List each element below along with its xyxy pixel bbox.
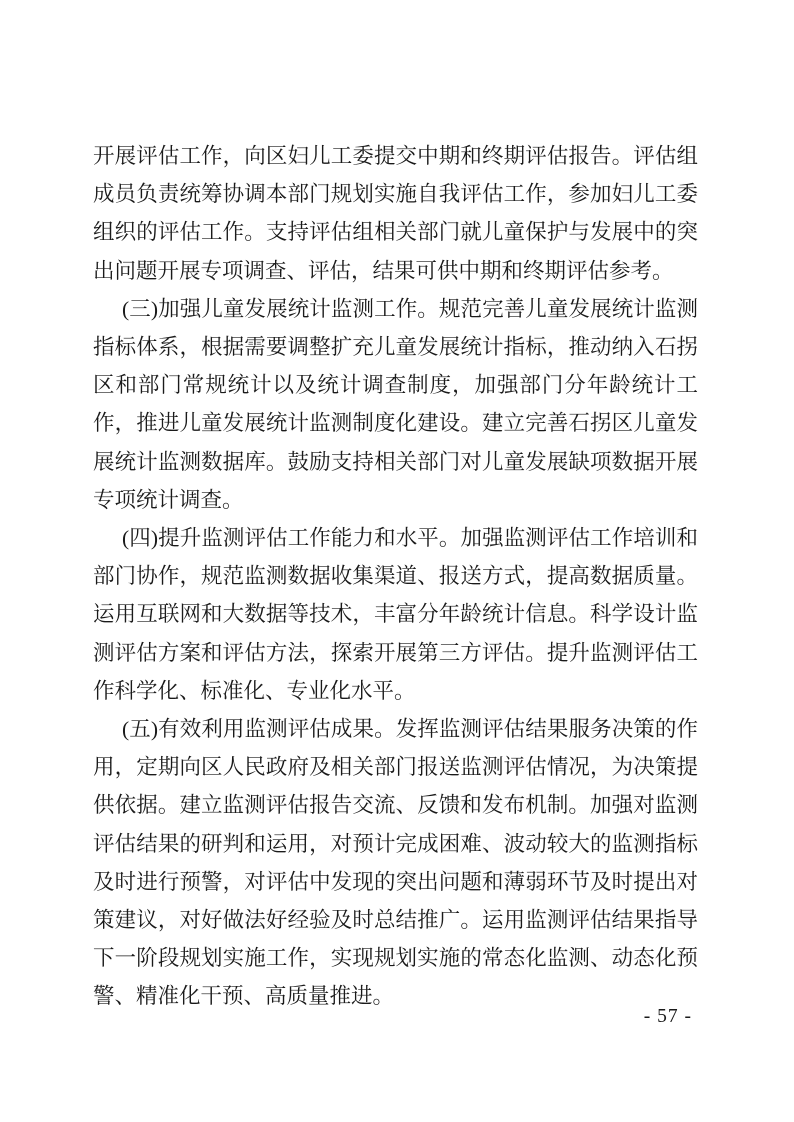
body-paragraph-section-3: (三)加强儿童发展统计监测工作。规范完善儿童发展统计监测指标体系，根据需要调整扩充儿童发展统计指标，推动纳入石拐区和部门常规统计以及统计调查制度，加强部门分年龄统计工作，推进儿童发展统计监测制度化建设。建立完善石拐区儿童发展统计监测数据库。鼓励支持相关部门对儿童发展缺项数据开展专项统计调查。: [93, 296, 698, 512]
page-number: - 57 -: [643, 1006, 692, 1027]
document-body: [93, 137, 698, 1016]
body-paragraph-section-4: (四)提升监测评估工作能力和水平。加强监测评估工作培训和部门协作，规范监测数据收集渠道、报送方式，提高数据质量。运用互联网和大数据等技术，丰富分年龄统计信息。科学设计监测评估方案和评估方法，探索开展第三方评估。提升监测评估工作科学化、标准化、专业化水平。: [93, 526, 698, 703]
body-paragraph: 开展评估工作，向区妇儿工委提交中期和终期评估报告。评估组成员负责统筹协调本部门规划实施自我评估工作，参加妇儿工委组织的评估工作。支持评估组相关部门就儿童保护与发展中的突出问题开展专项调查、评估，结果可供中期和终期评估参考。: [93, 144, 698, 283]
body-paragraph-section-5: (五)有效利用监测评估成果。发挥监测评估结果服务决策的作用，定期向区人民政府及相关部门报送监测评估情况，为决策提供依据。建立监测评估报告交流、反馈和发布机制。加强对监测评估结果的研判和运用，对预计完成困难、波动较大的监测指标及时进行预警，对评估中发现的突出问题和薄弱环节及时提出对策建议，对好做法好经验及时总结推广。运用监测评估结果指导下一阶段规划实施工作，实现规划实施的常态化监测、动态化预警、精准化干预、高质量推进。: [93, 717, 698, 1009]
